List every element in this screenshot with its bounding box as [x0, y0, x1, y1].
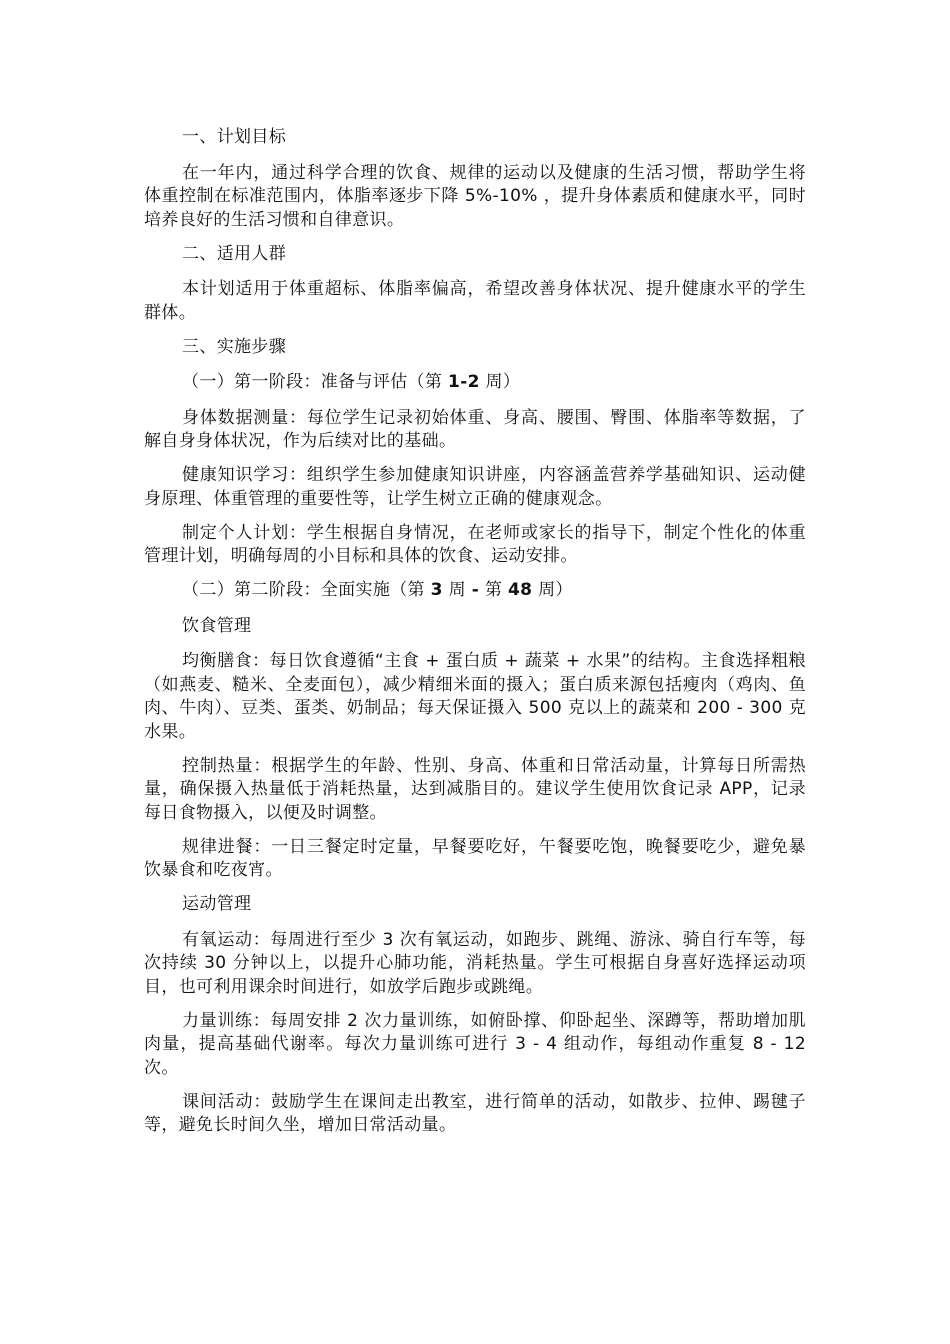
phase2-dash: - — [471, 580, 480, 600]
goal-paragraph: 在一年内，通过科学合理的饮食、规律的运动以及健康的生活习惯，帮助学生将体重控制在标准范围内，体脂率逐步下降 5%-10% ，提升身体素质和健康水平，同时培养良好的生活习惯和自律意识。 — [144, 162, 806, 230]
diet-heading: 饮食管理 — [182, 615, 252, 636]
phase1-heading-suffix: 周） — [479, 372, 521, 392]
section-heading-goal: 一、计划目标 — [182, 127, 287, 147]
phase1-heading — [144, 371, 806, 395]
phase1-item-plan: 制定个人计划：学生根据自身情况，在老师或家长的指导下，制定个性化的体重管理计划，明确每周的小目标和具体的饮食、运动安排。 — [144, 522, 806, 566]
phase1-weeks: 1-2 — [448, 372, 480, 392]
exercise-heading: 运动管理 — [182, 894, 252, 914]
diet-item-calories: 控制热量：根据学生的年龄、性别、身高、体重和日常活动量，计算每日所需热量，确保摄入热量低于消耗热量，达到减脂目的。建议学生使用饮食记录 APP，记录每日食物摄入，以便及时调整。 — [144, 755, 806, 823]
phase2-heading-prefix: （二）第二阶段：全面实施（第 — [182, 580, 431, 600]
phase2-end-week: 48 — [507, 580, 533, 600]
exercise-item-strength: 力量训练：每周安排 2 次力量训练，如俯卧撑、仰卧起坐、深蹲等，帮助增加肌肉量，提高基础代谢率。每次力量训练可进行 3 - 4 组动作，每组动作重复 8 - 12 次。 — [144, 1010, 806, 1078]
phase1-heading-prefix: （一）第一阶段：准备与评估（第 — [182, 372, 449, 392]
audience-paragraph: 本计划适用于体重超标、体脂率偏高，希望改善身体状况、提升健康水平的学生群体。 — [144, 279, 806, 323]
phase2-heading-suffix: 周） — [532, 580, 573, 600]
phase2-heading-middle2: 第 — [479, 580, 508, 600]
diet-item-balanced: 均衡膳食：每日饮食遵循“主食 + 蛋白质 + 蔬菜 + 水果”的结构。主食选择粗粮（如燕麦、糙米、全麦面包），减少精细米面的摄入；蛋白质来源包括瘦肉（鸡肉、鱼肉、牛肉）、豆类、蛋类、奶制品；每天保证摄入 500 克以上的蔬菜和 200 - 300 克水果。 — [144, 651, 806, 742]
section-heading-audience: 二、适用人群 — [182, 243, 287, 264]
exercise-item-break-activity: 课间活动：鼓励学生在课间走出教室，进行简单的活动，如散步、拉伸、踢毽子等，避免长时间久坐，增加日常活动量。 — [144, 1091, 806, 1135]
phase2-heading — [144, 579, 806, 603]
diet-item-regular-meals: 规律进餐：一日三餐定时定量，早餐要吃好，午餐要吃饱，晚餐要吃少，避免暴饮暴食和吃夜宵。 — [144, 836, 806, 880]
phase2-start-week: 3 — [430, 580, 443, 600]
section-heading-steps: 三、实施步骤 — [182, 336, 287, 357]
phase1-item-knowledge: 健康知识学习：组织学生参加健康知识讲座，内容涵盖营养学基础知识、运动健身原理、体重管理的重要性等，让学生树立正确的健康观念。 — [144, 465, 806, 509]
phase1-item-measurement: 身体数据测量：每位学生记录初始体重、身高、腰围、臀围、体脂率等数据，了解自身身体状况，作为后续对比的基础。 — [144, 407, 806, 451]
phase2-heading-middle: 周 — [442, 580, 472, 600]
exercise-item-aerobic: 有氧运动：每周进行至少 3 次有氧运动，如跑步、跳绳、游泳、骑自行车等，每次持续 30 分钟以上，以提升心肺功能，消耗热量。学生可根据自身喜好选择运动项目，也可利用课余时间进行，如放学后跑步或跳绳。 — [144, 929, 806, 997]
